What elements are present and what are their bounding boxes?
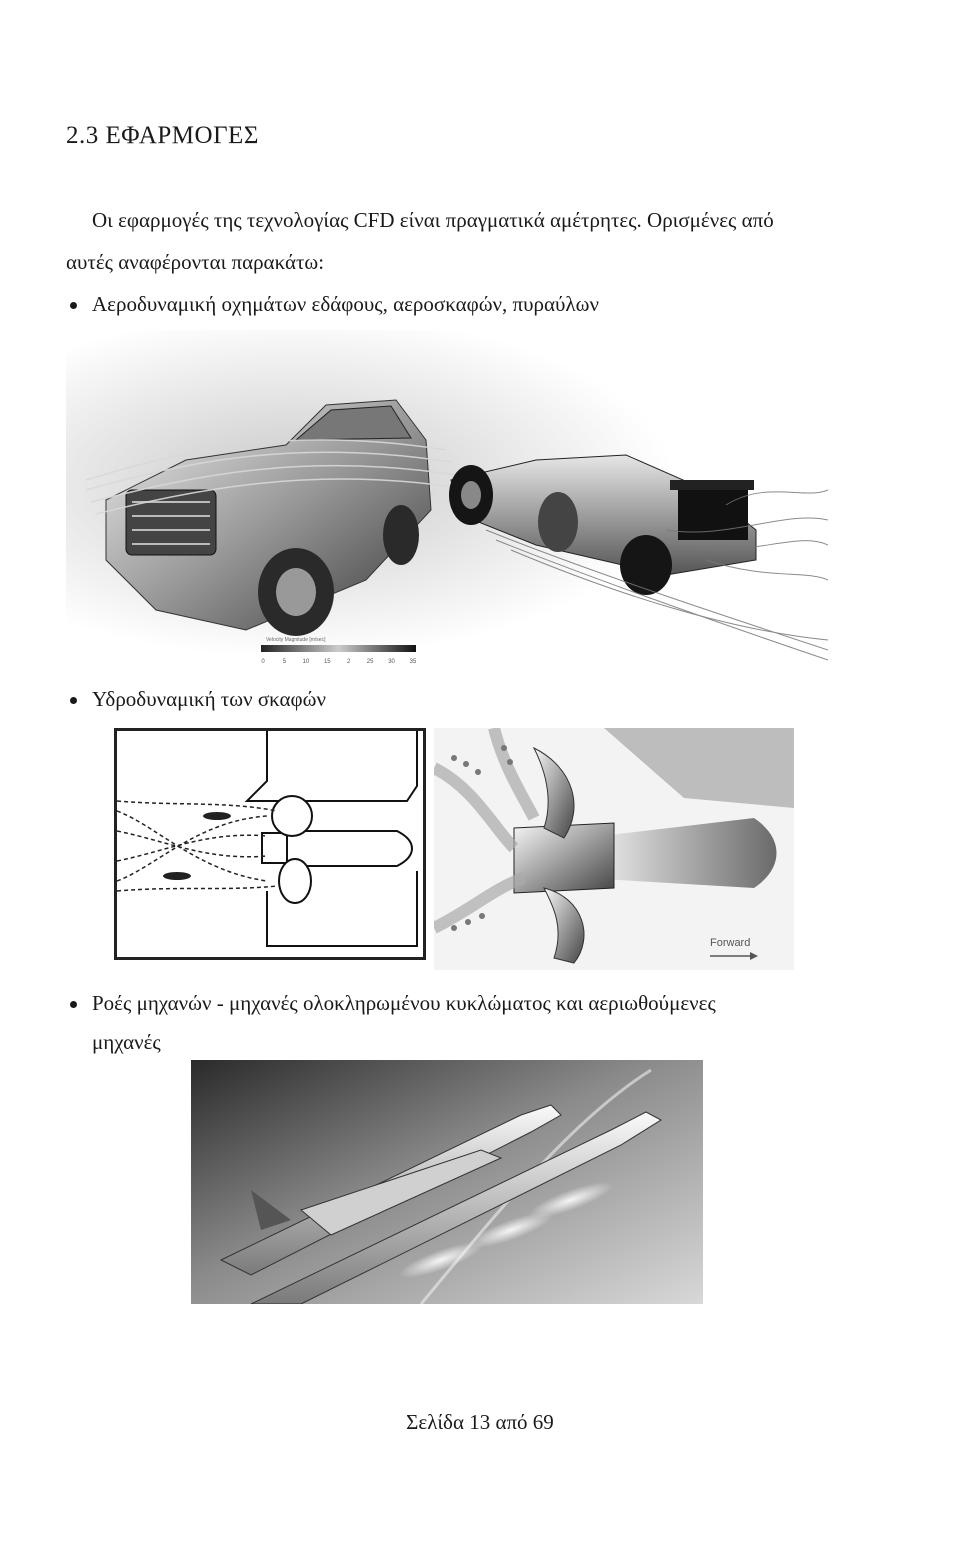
page-footer: Σελίδα 13 από 69 <box>406 1410 554 1434</box>
propeller-cfd-figure <box>434 728 794 970</box>
bullet-dot-3 <box>70 1001 77 1008</box>
bullet-dot-2 <box>70 697 77 704</box>
intro-line-2: αυτές αναφέρονται παρακάτω: <box>66 250 325 274</box>
forward-label: Forward <box>710 937 751 949</box>
velocity-scale-tick: 2 <box>347 659 351 665</box>
section-heading: 2.3 ΕΦΑΡΜΟΓΕΣ <box>66 122 259 149</box>
bullet-aerodynamics: Αεροδυναμική οχημάτων εδάφους, αεροσκαφών, πυραύλων <box>92 292 599 316</box>
velocity-scale-tick: 15 <box>323 659 331 665</box>
rocket-cfd-figure <box>191 1060 703 1304</box>
velocity-scale-title: Velocity Magnitude [m/sec] <box>266 637 326 643</box>
bullet-dot-1 <box>70 302 77 309</box>
intro-line-1: Οι εφαρμογές της τεχνολογίας CFD είναι πραγματικά αμέτρητες. Ορισμένες από <box>92 208 774 232</box>
velocity-scale-tick: 10 <box>302 659 310 665</box>
bullet-engine-flows: Ροές μηχανών - μηχανές ολοκληρωμένου κυκλώματος και αεριωθούμενες <box>92 991 716 1015</box>
bullet-hydrodynamics: Υδροδυναμική των σκαφών <box>92 687 326 711</box>
velocity-scale-tick: 35 <box>409 659 417 665</box>
bullet-engine-flows-cont: μηχανές <box>92 1030 161 1054</box>
velocity-scale-tick: 5 <box>282 659 287 665</box>
velocity-scale-tick: 0 <box>261 659 265 665</box>
vehicle-aerodynamics-figure <box>66 330 828 675</box>
velocity-scale-tick: 25 <box>366 659 374 665</box>
propeller-schematic-figure <box>114 728 426 960</box>
velocity-scale-tick: 30 <box>388 659 395 665</box>
